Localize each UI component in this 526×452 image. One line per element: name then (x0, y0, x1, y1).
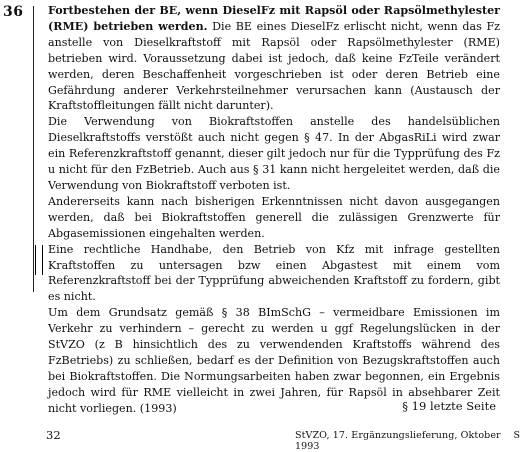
column-rule (33, 6, 34, 292)
cross-reference: § 19 letzte Seite (402, 399, 496, 413)
paragraph-4: Eine rechtliche Handhabe, den Betrieb von Kfz mit infrage gestellten Kraftstoffen zu untersagen bzw einen Abgastest mit einem vom Referenzkraftstoff bei der Typprüfung abweichenden Kraftstoff zu fordern, gibt es nicht. (48, 242, 500, 304)
footer-page-number: 32 (46, 428, 61, 442)
change-bar-marker (35, 245, 43, 275)
paragraph-3: Andererseits kann nach bisherigen Erkenntnissen nicht davon ausgegangen werden, daß bei Biokraftstoffen generell die zulässigen Grenzwerte für Abgasemissionen eingehalten werden. (48, 194, 500, 240)
entry-body (48, 3, 500, 417)
marked-paragraph (48, 242, 500, 306)
entry-number: 36 (3, 4, 24, 20)
paragraph-1 (48, 3, 500, 114)
footer-section-mark: S (513, 430, 520, 441)
entry-title: Fortbestehen der BE, wenn DieselFz mit Rapsöl oder Rapsölmethylester (RME) betrieben werden. (48, 4, 500, 33)
footer-publication: StVZO, 17. Ergänzungslieferung, Oktober 1993 (295, 430, 501, 452)
paragraph-1-text: Die BE eines DieselFz erlischt nicht, wenn das Fz anstelle von Dieselkraftstoff mit Rapsöl oder Rapsölmethylester (RME) betrieben wird. Voraussetzung dabei ist jedoch, daß keine FzTeile verändert werden, deren Beschaffenheit vorgeschrieben ist oder deren Betrieb eine Gefährdung anderer Verkehrsteilnehmer verursachen kann (Austausch der Kraftstoffleitungen fällt nicht darunter). (48, 19, 501, 113)
paragraph-2: Die Verwendung von Biokraftstoffen anstelle des handelsüblichen Dieselkraftstoffs verstößt auch nicht gegen § 47. In der AbgasRiLi wird zwar ein Referenzkraftstoff genannt, dieser gilt jedoch nur für die Typprüfung des Fz u nicht für den FzBetrieb. Auch aus § 31 kann nicht hergeleitet werden, daß die Verwendung von Biokraftstoff verboten ist. (48, 115, 500, 192)
paragraph-5: Um dem Grundsatz gemäß § 38 BImSchG – vermeidbare Emissionen im Verkehr zu verhindern – gerecht zu werden u ggf Regelungslücken in der StVZO (z B hinsichtlich des zu verwendenden Kraftstoffs während des FzBetriebs) zu schließen, bedarf es der Definition von Bezugskraftstoffen auch bei Biokraftstoffen. Die Normungsarbeiten haben zwar begonnen, ein Ergebnis jedoch wird für RME vielleicht in zwei Jahren, für Rapsöl in absehbarer Zeit nicht vorliegen. (1993) (48, 306, 500, 415)
